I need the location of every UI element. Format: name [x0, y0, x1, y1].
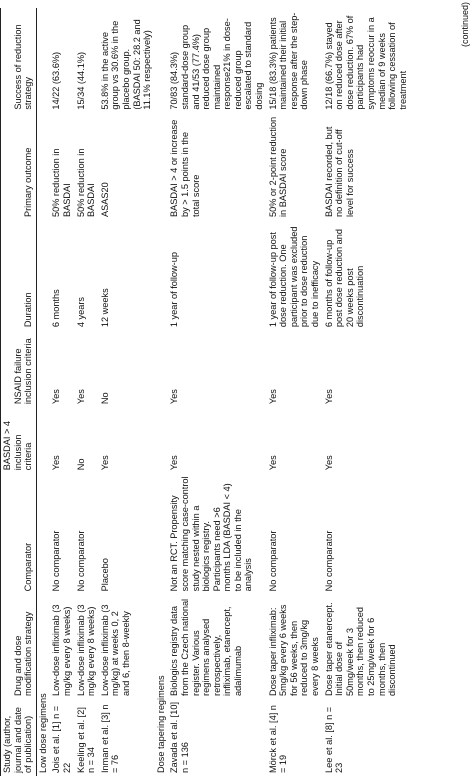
table-row [168, 8, 266, 776]
cell-nsaid: Yes [169, 389, 180, 405]
cell-success: 15/18 (83.3%) patients maintained their initial response after the step-down phase [267, 12, 310, 110]
study-table [0, 8, 410, 776]
cell-nsaid: Yes [51, 389, 62, 405]
cell-duration: 4 years [75, 296, 86, 328]
section-row [155, 8, 169, 776]
cell-study: Keeling et al. [2] n = 34 [75, 707, 97, 773]
cell-basdai: Yes [323, 455, 334, 471]
cell-study: Mörck et al. [4] n = 19 [267, 705, 289, 773]
section-title: Dose tapering regimens [155, 675, 166, 773]
cell-success: 70/83 (84.3%) standard-dose group and 41/53 (77.4%) reduced dose group maintained response21% in dose-reduced group escalated to standard dosing [169, 18, 265, 110]
header-success: Success of reduction strategy [1, 8, 37, 113]
cell-basdai: Yes [267, 455, 278, 471]
cell-success: 53.8% in the active group vs 30.6% in the placebo group. (BASDAI 50: 28.2 and 11.1% respectively) [99, 19, 153, 110]
cell-comparator: No comparator [323, 530, 334, 592]
cell-duration: 6 months of follow-up post dose reduction and 20 weeks post discontinuation [323, 229, 366, 328]
cell-primary-outcome: 50% reduction in BASDAI [75, 148, 97, 218]
cell-comparator: No comparator [75, 530, 86, 592]
cell-success: 15/34 (44.1%) [75, 51, 86, 110]
table-row [323, 8, 411, 776]
cell-drug: Dose taper infliximab: 5mg/kg every 6 weeks for 56 weeks, then reduced to 3mg/kg every 8 weeks [267, 604, 321, 696]
cell-basdai: Yes [169, 455, 180, 471]
header-drug: Drug and dose modification strategy [1, 594, 37, 699]
cell-primary-outcome: 50% or 2-point reduction in BASDAI score [267, 116, 289, 218]
cell-study: Zavada et al. [10] n = 136 [169, 702, 190, 773]
cell-drug: Dose taper etanercept. Initial dose of 50mg/week for 3 months, then reduced to 25mg/week for 6 months, then discontinued [323, 602, 398, 696]
cell-success: 12/18 (66.7%) stayed on reduced dose after dose reduction. 67% of participants had symptoms reoccur in a median of 9 weeks following cessation of treatment [323, 15, 408, 110]
cell-duration: 1 year of follow-up post dose reduction. One participant was excluded prior to dose reduction due to inefficacy [267, 226, 321, 328]
table-row [267, 8, 323, 776]
header-primary-outcome: Primary outcome [1, 113, 37, 220]
cell-study: Lee et al. [8] n = 23 [323, 706, 345, 773]
cell-basdai: Yes [99, 455, 110, 471]
cell-primary-outcome: ASAS20 [99, 182, 110, 218]
cell-primary-outcome: BASDAI recorded, but no definition of cut-off level for success [323, 126, 355, 218]
cell-comparator: No comparator [267, 530, 278, 592]
cell-study: Inman et al. [3] n = 76 [99, 704, 121, 773]
cell-drug: Low-dose infliximab (3 mg/kg every 8 weeks) [51, 604, 72, 696]
cell-basdai: No [75, 458, 86, 471]
cell-duration: 12 weeks [99, 288, 110, 328]
section-row [36, 8, 50, 776]
continued-label: (continued) [460, 2, 470, 48]
cell-nsaid: Yes [323, 389, 334, 405]
header-row [1, 8, 37, 776]
cell-comparator: Placebo [99, 558, 110, 592]
table-row [50, 8, 74, 776]
table-row [99, 8, 155, 776]
cell-duration: 6 months [51, 289, 62, 328]
header-basdai: BASDAI > 4 inclusion criteria [1, 407, 37, 473]
cell-primary-outcome: 50% reduction in BASDAI [51, 148, 72, 218]
cell-drug: Biologics registry data from the Czech national register. Various regimens analysed retrospectively, infliximab, etanercept, adalimumab [169, 598, 243, 696]
table-row [75, 8, 99, 776]
cell-nsaid: No [99, 392, 110, 405]
cell-study: Jois et al. [1] n = 22 [51, 705, 72, 773]
cell-drug: Low-dose infliximab (3 mg/kg every 8 weeks) [75, 604, 97, 696]
cell-nsaid: Yes [267, 389, 278, 405]
cell-comparator: No comparator [51, 530, 62, 592]
cell-drug: Low-dose infliximab (3 mg/kg) at weeks 0, 2 and 6, then 8-weekly [99, 604, 131, 696]
header-comparator: Comparator [1, 473, 37, 594]
cell-nsaid: Yes [75, 389, 86, 405]
section-title: Low dose regimens [37, 693, 48, 773]
header-duration: Duration [1, 220, 37, 330]
cell-duration: 1 year of follow-up [169, 252, 180, 328]
cell-basdai: Yes [51, 455, 62, 471]
cell-comparator: Not an RCT. Propensity score matching case-control study nested within a biologics registry. Participants need >6 months LDA (BASDAI < 4) to be included in the analysis [169, 476, 254, 592]
header-study: Study (author, journal and date of publication) [1, 699, 37, 776]
cell-success: 14/22 (63.6%) [51, 51, 62, 110]
header-nsaid: NSAID failure inclusion criteria [1, 330, 37, 407]
cell-primary-outcome: BASDAI > 4 or increase by > 1.5 points in the total score [169, 119, 201, 218]
